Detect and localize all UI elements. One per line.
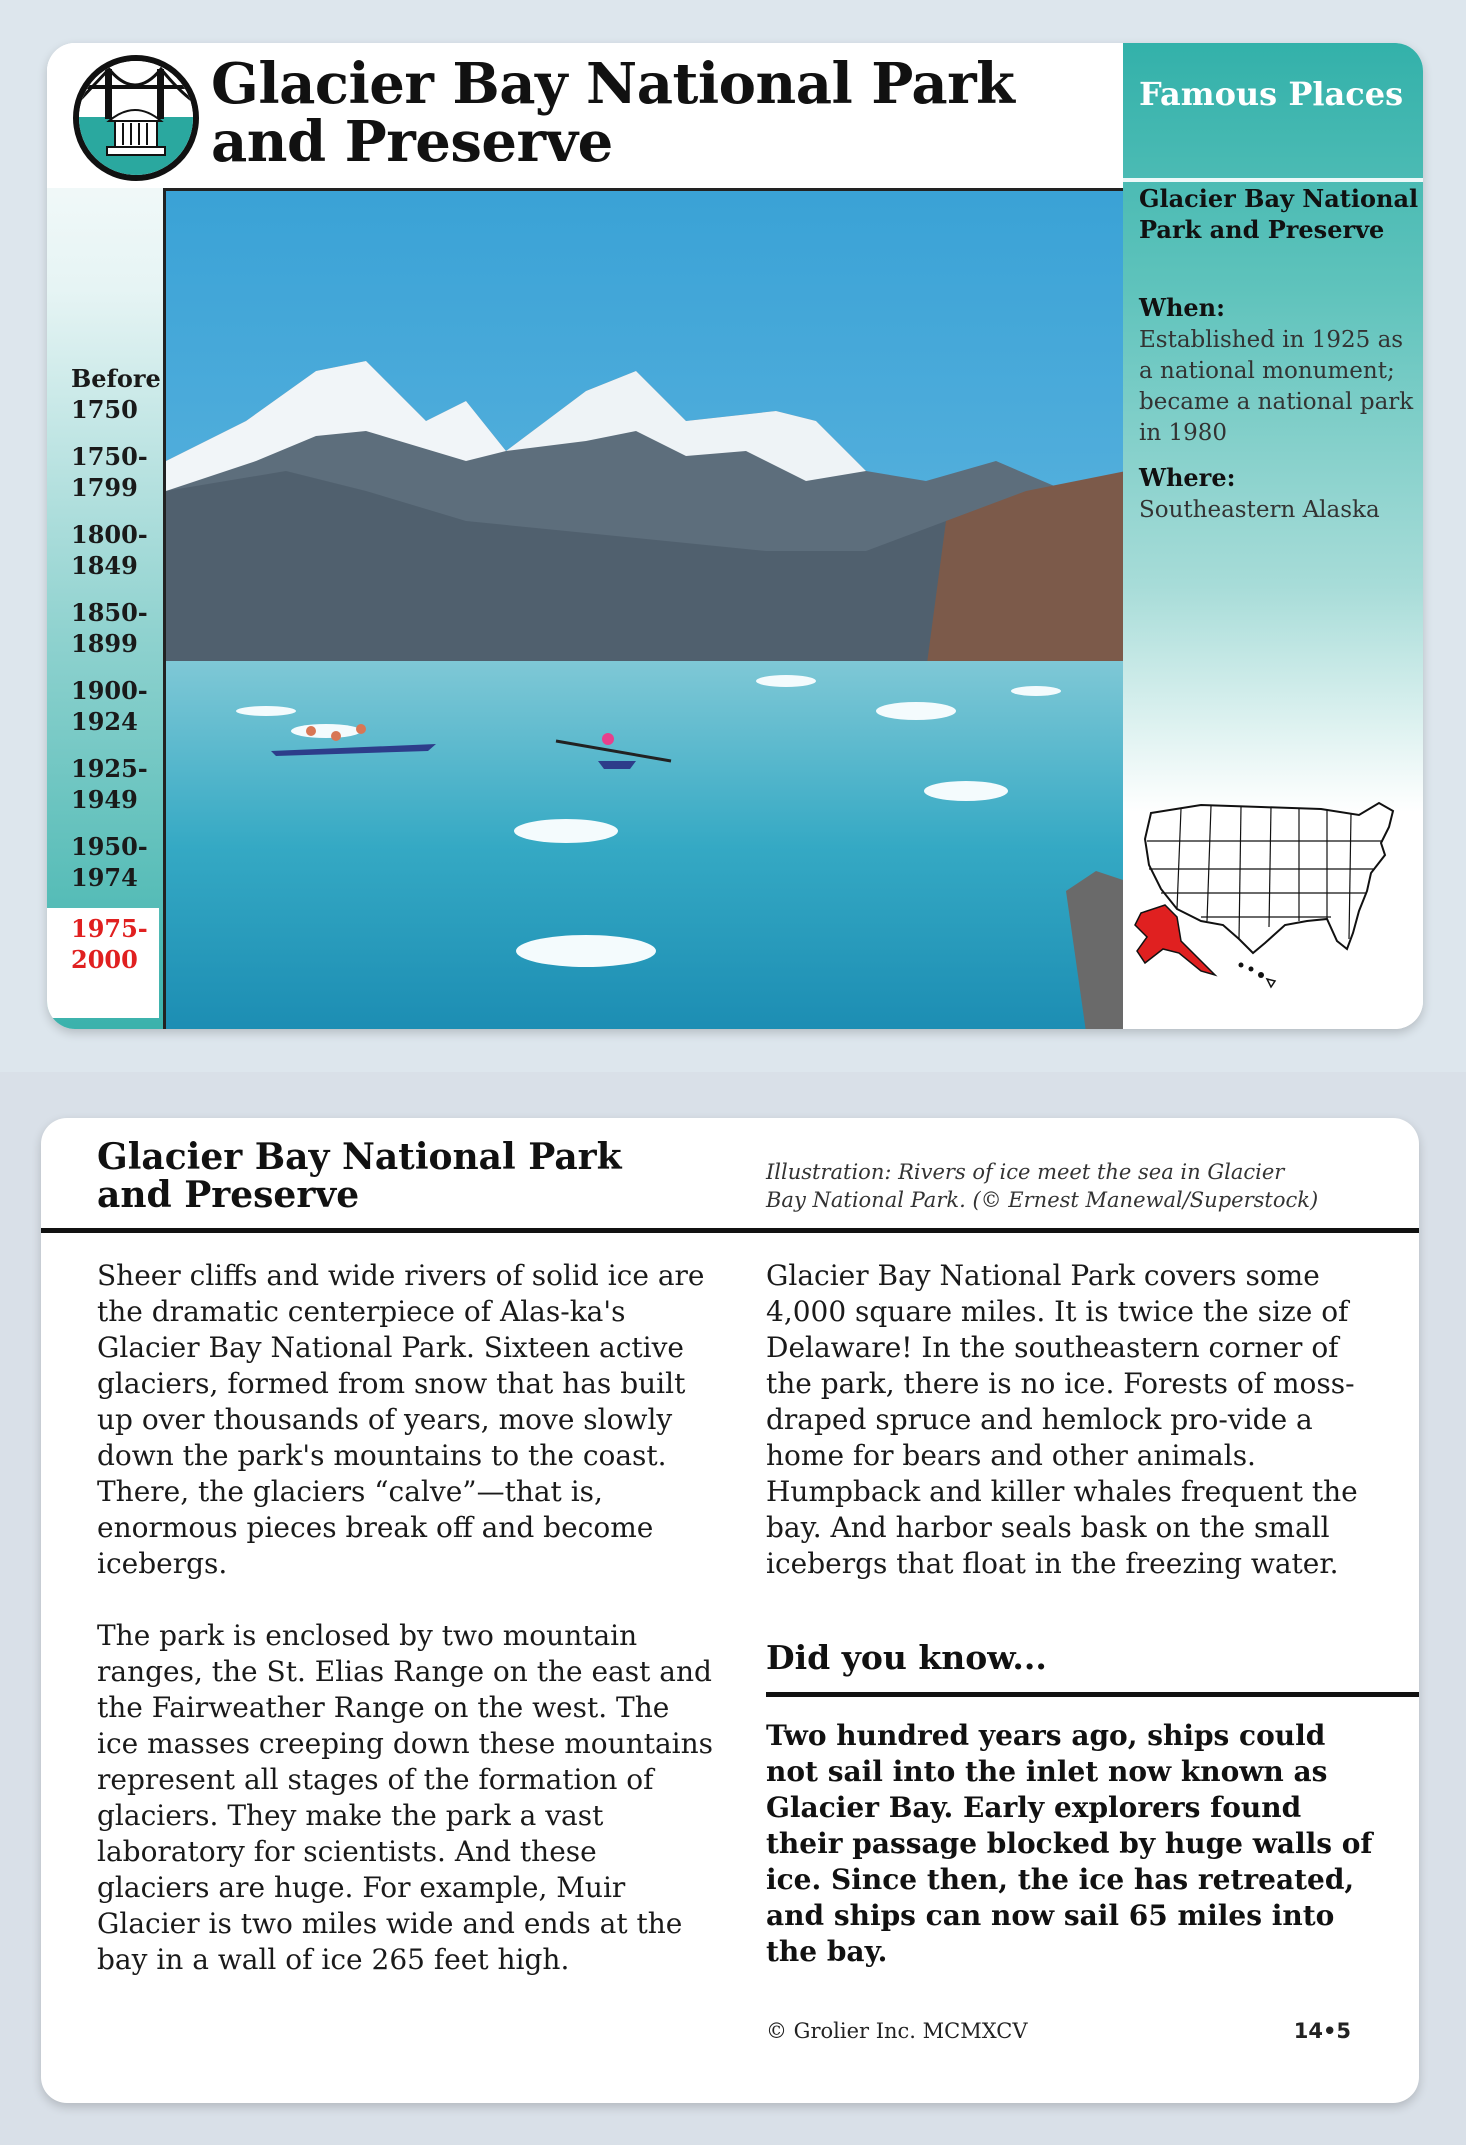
timeline-item-active: 1975- 2000: [71, 914, 148, 974]
category-label: Famous Places: [1139, 75, 1404, 113]
copyright-notice: © Grolier Inc. MCMXCV: [766, 2019, 1028, 2043]
did-you-know-rule: [766, 1692, 1419, 1697]
sidebar-subject: Glacier Bay National Park and Preserve: [1139, 184, 1419, 244]
when-label: When:: [1139, 293, 1225, 322]
front-title: Glacier Bay National Park and Preserve: [211, 51, 1015, 175]
when-text: Established in 1925 as a national monument; became a national park in 1980: [1139, 327, 1414, 446]
did-you-know-text: Two hundred years ago, ships could not sail into the inlet now known as Glacier Bay. Early explorers found their passage blocked by huge walls of ice. Since then, the ice has retreated, and ships can now sail 65 miles into the bay.: [766, 1719, 1373, 1968]
timeline-list: [71, 363, 163, 909]
timeline-item: 1900- 1924: [71, 676, 148, 736]
timeline-item: 1750- 1799: [71, 442, 148, 502]
where-text: Southeastern Alaska: [1139, 497, 1380, 523]
did-you-know-heading: Did you know...: [766, 1638, 1047, 1677]
bridge-dome-logo-icon: [73, 55, 199, 181]
timeline-item: 1950- 1974: [71, 832, 148, 892]
glacier-bay-photo: [163, 188, 1123, 1029]
body-right-column: [766, 1258, 1386, 1618]
timeline-item: 1800- 1849: [71, 520, 148, 580]
body-paragraph: Glacier Bay National Park covers some 4,000 square miles. It is twice the size of Delaware! In the southeastern corner of the park, there is no ice. Forests of moss-draped spruce and hemlock pro-vide a home for bears and other animals. Humpback and killer whales frequent the bay. And harbor seals bask on the small icebergs that float in the freezing water.: [766, 1259, 1358, 1580]
card-back: [41, 1118, 1419, 2103]
timeline-item: Before 1750: [71, 364, 161, 424]
card-front: [47, 43, 1423, 1029]
photo-caption: Illustration: Rivers of ice meet the sea in Glacier Bay National Park. (© Ernest Manewal/Superstock): [766, 1160, 1319, 1212]
body-paragraph: Sheer cliffs and wide rivers of solid ice are the dramatic centerpiece of Alas-ka's Glacier Bay National Park. Sixteen active glaciers, formed from snow that has built up over thousands of years, move slowly down the park's mountains to the coast. There, the glaciers “calve”—that is, enormous pieces break off and become icebergs.: [97, 1259, 705, 1580]
timeline-item: 1925- 1949: [71, 754, 148, 814]
us-map-icon: [1131, 793, 1411, 998]
info-sidebar: [1123, 43, 1423, 1029]
back-title: Glacier Bay National Park and Preserve: [97, 1136, 622, 1216]
body-paragraph: The park is enclosed by two mountain ranges, the St. Elias Range on the east and the Fairweather Range on the west. The ice masses creeping down these mountains represent all stages of the formation of glaciers. They make the park a vast laboratory for scientists. And these glaciers are huge. For example, Muir Glacier is two miles wide and ends at the bay in a wall of ice 265 feet high.: [97, 1619, 714, 1976]
category-divider: [1123, 178, 1423, 182]
header-rule: [41, 1228, 1419, 1233]
card-number: 14•5: [1293, 2019, 1351, 2043]
timeline-item: 1850- 1899: [71, 598, 148, 658]
where-label: Where:: [1139, 463, 1236, 492]
body-left-column: [97, 1258, 717, 2014]
